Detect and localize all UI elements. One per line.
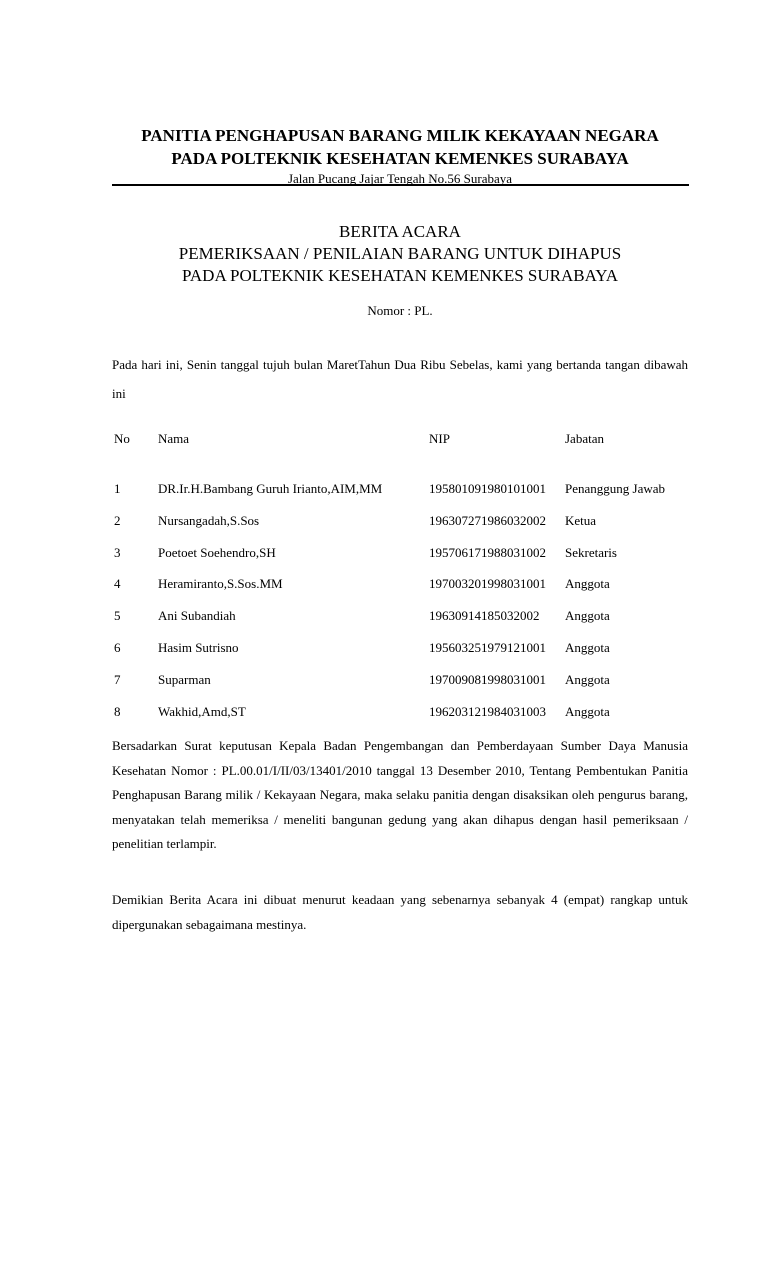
document-title-block	[112, 220, 688, 287]
row-no: 2	[114, 513, 121, 528]
row-nama: Hasim Sutrisno	[158, 640, 239, 655]
table-row	[112, 512, 692, 530]
letterhead	[112, 124, 688, 187]
row-no: 8	[114, 704, 121, 719]
row-nip: 196203121984031003	[429, 704, 546, 719]
table-row	[112, 671, 692, 689]
row-nip: 197009081998031001	[429, 672, 546, 687]
row-no: 4	[114, 576, 121, 591]
header-jabatan: Jabatan	[565, 431, 604, 446]
row-jabatan: Anggota	[565, 704, 610, 719]
header-nip: NIP	[429, 431, 450, 446]
document-subtitle-2: PADA POLTEKNIK KESEHATAN KEMENKES SURABAYA	[182, 266, 618, 285]
row-no: 5	[114, 608, 121, 623]
row-nama: Heramiranto,S.Sos.MM	[158, 576, 283, 591]
row-no: 7	[114, 672, 121, 687]
letterhead-committee-name: PANITIA PENGHAPUSAN BARANG MILIK KEKAYAAN NEGARA	[141, 126, 659, 145]
row-jabatan: Penanggung Jawab	[565, 481, 666, 496]
row-nama: Wakhid,Amd,ST	[158, 704, 246, 719]
row-nip: 19630914185032002	[429, 608, 540, 623]
row-nama: Nursangadah,S.Sos	[158, 513, 260, 528]
row-nip: 196307271986032002	[429, 513, 546, 528]
row-nama: Poetoet Soehendro,SH	[158, 545, 276, 560]
row-jabatan: Anggota	[565, 640, 610, 655]
header-no: No	[114, 431, 130, 446]
document-title: BERITA ACARA	[339, 222, 461, 241]
basis-paragraph: Bersadarkan Surat keputusan Kepala Badan Pengembangan dan Pemberdayaan Sumber Daya Manusia Kesehatan Nomor : PL.00.01/I/II/03/13401/2010 tanggal 13 Desember 2010, Tentang Pembentukan Panitia Penghapusan Barang milik / Kekayaan Negara, maka selaku panitia dengan disaksikan oleh pengurus barang, menyatakan telah memeriksa / meneliti bangunan gedung yang akan dihapus dengan hasil pemeriksaan / penelitian terlampir.	[112, 738, 688, 851]
letterhead-address: Jalan Pucang Jajar Tengah No.56 Surabaya	[287, 171, 513, 186]
row-jabatan: Anggota	[565, 672, 610, 687]
row-nip: 195603251979121001	[429, 640, 546, 655]
row-jabatan: Anggota	[565, 576, 610, 591]
row-jabatan: Sekretaris	[565, 545, 617, 560]
row-nama: DR.Ir.H.Bambang Guruh Irianto,AIM,MM	[158, 481, 383, 496]
closing-paragraph: Demikian Berita Acara ini dibuat menurut keadaan yang sebenarnya sebanyak 4 (empat) rangkap untuk dipergunakan sebagaimana mestinya.	[112, 892, 688, 932]
document-subtitle-1: PEMERIKSAAN / PENILAIAN BARANG UNTUK DIHAPUS	[178, 244, 622, 263]
row-nip: 195706171988031002	[429, 545, 546, 560]
row-no: 6	[114, 640, 121, 655]
table-row	[112, 703, 692, 721]
letterhead-institution: PADA POLTEKNIK KESEHATAN KEMENKES SURABAYA	[171, 149, 629, 168]
table-row	[112, 607, 692, 625]
header-nama: Nama	[158, 431, 190, 446]
row-jabatan: Ketua	[565, 513, 597, 528]
table-row	[112, 480, 692, 498]
row-nip: 197003201998031001	[429, 576, 546, 591]
letterhead-divider	[112, 184, 689, 186]
table-row	[112, 544, 692, 562]
row-jabatan: Anggota	[565, 608, 610, 623]
table-row	[112, 639, 692, 657]
intro-paragraph: Pada hari ini, Senin tanggal tujuh bulan MaretTahun Dua Ribu Sebelas, kami yang bertanda tangan dibawah ini	[112, 357, 688, 401]
table-header-row	[112, 430, 692, 448]
table-row	[112, 575, 692, 593]
row-nama: Suparman	[158, 672, 211, 687]
row-no: 1	[114, 481, 121, 496]
row-nip: 195801091980101001	[429, 481, 546, 496]
row-no: 3	[114, 545, 121, 560]
document-number: Nomor : PL.	[367, 303, 433, 318]
row-nama: Ani Subandiah	[158, 608, 236, 623]
